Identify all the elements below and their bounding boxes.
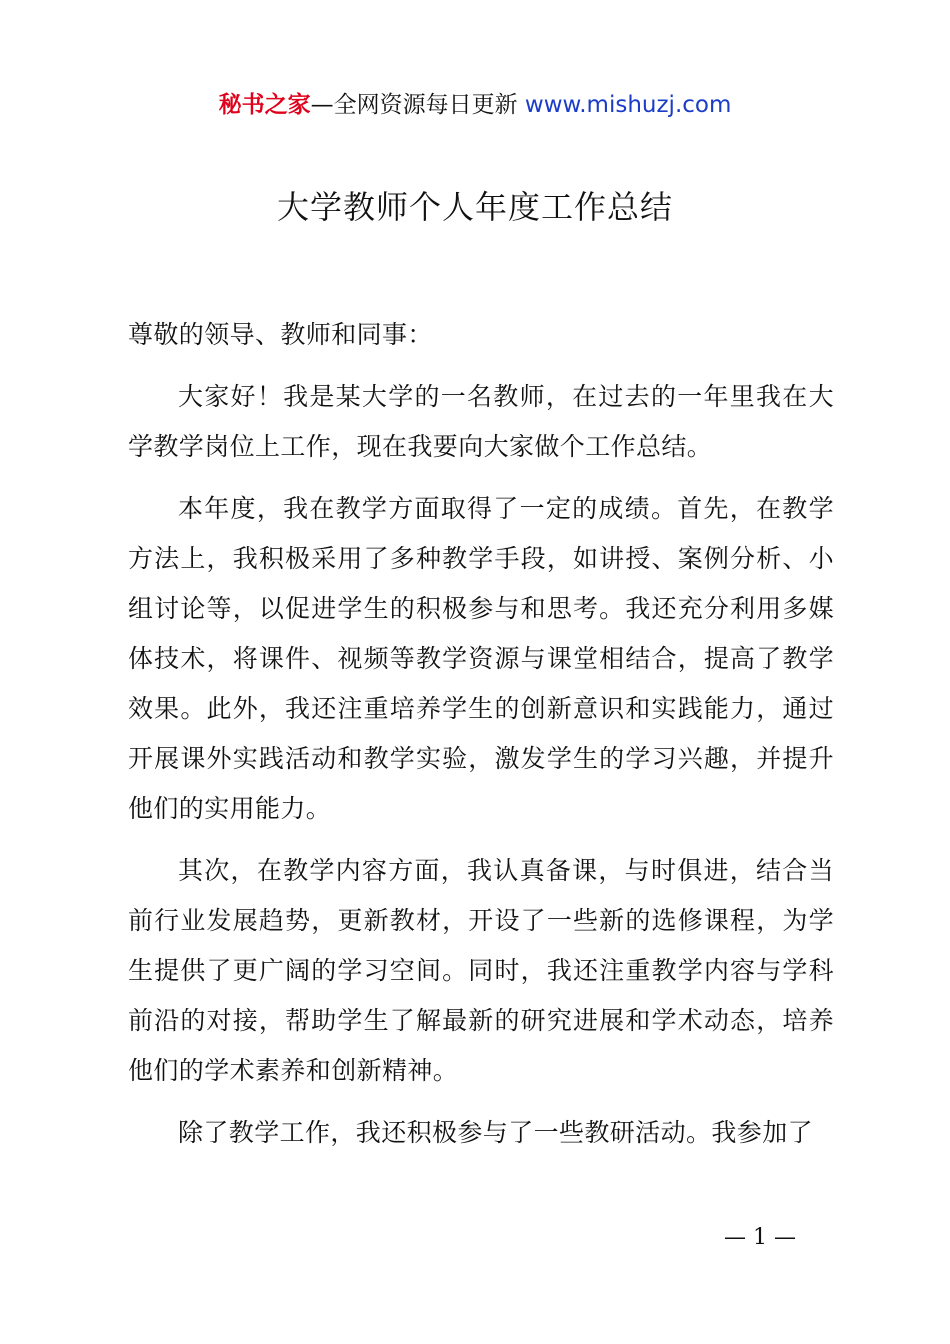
salutation: 尊敬的领导、教师和同事：	[128, 320, 433, 349]
site-url-link[interactable]: www.mishuzj.com	[524, 92, 732, 118]
paragraph: 本年度，我在教学方面取得了一定的成绩。首先，在教学方法上，我积极采用了多种教学手段，如讲授、案例分析、小组讨论等，以促进学生的积极参与和思考。我还充分利用多媒体技术，将课件、视频等教学资源与课堂相结合，提高了教学效果。此外，我还注重培养学生的创新意识和实践能力，通过开展课外实践活动和教学实验，激发学生的学习兴趣，并提升他们的实用能力。	[128, 494, 834, 823]
paragraph: 大家好！我是某大学的一名教师，在过去的一年里我在大学教学岗位上工作，现在我要向大家做个工作总结。	[128, 382, 834, 461]
document-title: 大学教师个人年度工作总结	[276, 188, 673, 226]
page-number: — 1 —	[724, 1225, 796, 1250]
paragraph: 其次，在教学内容方面，我认真备课，与时俱进，结合当前行业发展趋势，更新教材，开设了一些新的选修课程，为学生提供了更广阔的学习空间。同时，我还注重教学内容与学科前沿的对接，帮助学生了解最新的研究进展和学术动态，培养他们的学术素养和创新精神。	[128, 856, 834, 1085]
header-tagline: —全网资源每日更新	[310, 92, 525, 118]
document-body	[128, 310, 834, 1170]
site-header	[0, 88, 950, 122]
brand-name: 秘书之家	[218, 92, 311, 118]
paragraph: 除了教学工作，我还积极参与了一些教研活动。我参加了	[178, 1118, 814, 1147]
